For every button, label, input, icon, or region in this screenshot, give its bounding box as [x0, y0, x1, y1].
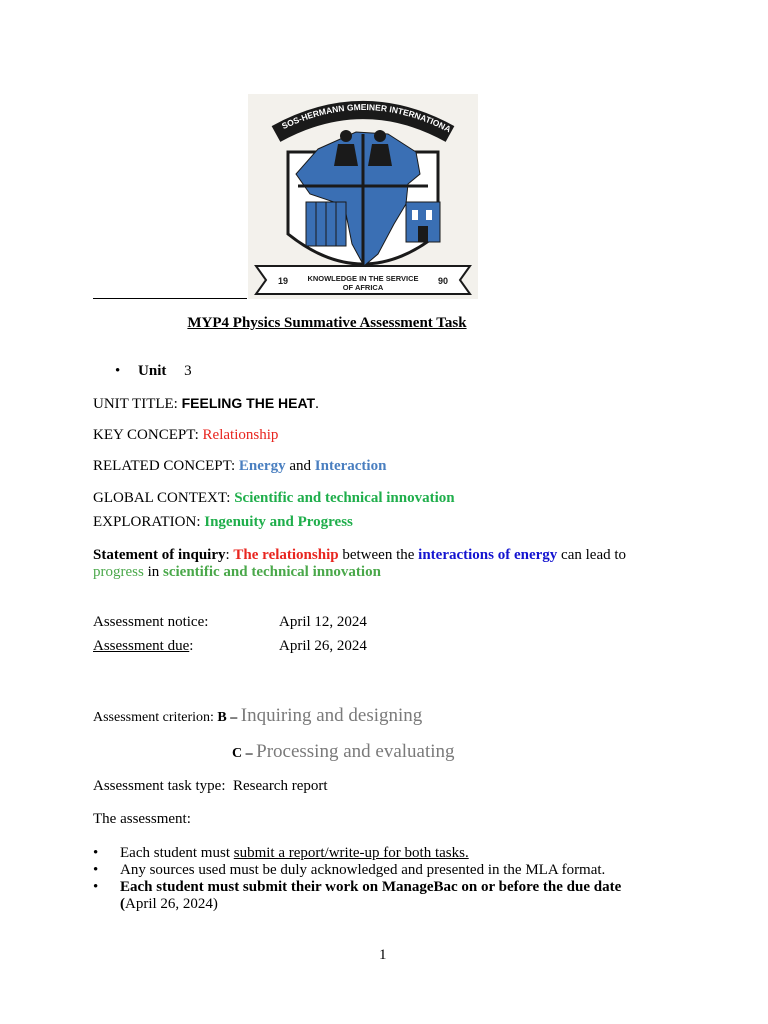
- statement-part-5: progress: [93, 564, 144, 580]
- unit-title-line: [93, 395, 319, 413]
- task-type-value: Research report: [233, 778, 328, 794]
- list-item-1-text: Each student must: [120, 845, 234, 861]
- unit-label: Unit: [138, 363, 167, 379]
- assessment-list: [93, 845, 653, 913]
- due-label: Assessment due: [93, 638, 190, 654]
- criterion-c-text: Processing and evaluating: [256, 741, 455, 762]
- unit-title-suffix: .: [315, 396, 319, 412]
- notice-label: Assessment notice:: [93, 614, 209, 630]
- statement-part-3: interactions of energy: [418, 547, 558, 563]
- unit-title-value: FEELING THE HEAT: [181, 395, 316, 411]
- criterion-c-letter: C –: [232, 746, 257, 761]
- crest-arc-text: SOS-HERMANN GMEINER INTERNATIONA: [280, 101, 453, 135]
- statement-part-4: can lead to: [557, 547, 627, 563]
- key-concept-value: Relationship: [202, 427, 279, 443]
- statement-part-7: scientific and technical innovation: [163, 564, 381, 580]
- crest-year-left: 19: [278, 276, 289, 286]
- related-concept-label: RELATED CONCEPT:: [93, 458, 239, 474]
- due-line: [93, 638, 193, 655]
- related-concept-line: [93, 458, 386, 475]
- unit-line: [115, 363, 192, 380]
- due-colon: :: [189, 638, 194, 654]
- page-number: 1: [379, 947, 387, 963]
- list-bullet: •: [93, 845, 99, 861]
- unit-value: 3: [184, 363, 192, 379]
- unit-bullet: •: [115, 363, 121, 379]
- crest-motto-line2: OF AFRICA: [342, 283, 384, 292]
- list-item-3-rest: April 26, 2024): [125, 896, 218, 912]
- list-item-3-bold: Each student must submit their work on ManageBac on or before the due date: [120, 879, 622, 895]
- criterion-b-letter: B –: [217, 710, 241, 725]
- related-concept-value-1: Energy: [238, 458, 286, 474]
- criterion-label: Assessment criterion:: [93, 710, 218, 725]
- crest-year-right: 90: [438, 276, 449, 286]
- key-concept-line: [93, 427, 278, 444]
- related-concept-value-2: Interaction: [314, 458, 387, 474]
- related-concept-joiner: and: [285, 458, 315, 474]
- exploration-label: EXPLORATION:: [93, 514, 205, 530]
- notice-value: April 12, 2024: [279, 614, 367, 630]
- statement-part-6: in: [143, 564, 163, 580]
- document-title: MYP4 Physics Summative Assessment Task: [187, 315, 467, 331]
- list-item-2-text: Any sources used must be duly acknowledged and presented in the MLA format.: [120, 862, 606, 878]
- criterion-b-text: Inquiring and designing: [240, 705, 423, 726]
- list-item: [93, 879, 653, 913]
- statement-label: Statement of inquiry: [93, 547, 226, 563]
- list-item: [93, 845, 653, 862]
- criterion-line-c: [232, 741, 455, 763]
- list-bullet: •: [93, 879, 99, 895]
- due-value: April 26, 2024: [279, 638, 367, 654]
- list-bullet: •: [93, 862, 99, 878]
- list-item-3-paren: (: [120, 896, 125, 912]
- statement-part-2: between the: [338, 547, 419, 563]
- task-type-line: [93, 778, 328, 795]
- global-context-line: [93, 490, 455, 507]
- statement-colon: :: [225, 547, 234, 563]
- global-context-label: GLOBAL CONTEXT:: [93, 490, 235, 506]
- key-concept-label: KEY CONCEPT:: [93, 427, 203, 443]
- list-item-1-underlined: submit a report/write-up for both tasks.: [233, 845, 469, 861]
- criterion-line-b: [93, 705, 422, 727]
- assessment-heading: The assessment:: [93, 811, 191, 827]
- list-item: [93, 862, 653, 879]
- statement-part-1: The relationship: [233, 547, 339, 563]
- exploration-value: Ingenuity and Progress: [204, 514, 353, 530]
- task-type-label: Assessment task type:: [93, 778, 233, 794]
- global-context-value: Scientific and technical innovation: [234, 490, 455, 506]
- statement-of-inquiry: [93, 547, 673, 581]
- header-rule: [93, 298, 247, 299]
- crest-motto-line1: KNOWLEDGE IN THE SERVICE: [307, 274, 419, 283]
- school-crest: [248, 94, 478, 299]
- unit-title-label: UNIT TITLE:: [93, 396, 182, 412]
- exploration-line: [93, 514, 353, 531]
